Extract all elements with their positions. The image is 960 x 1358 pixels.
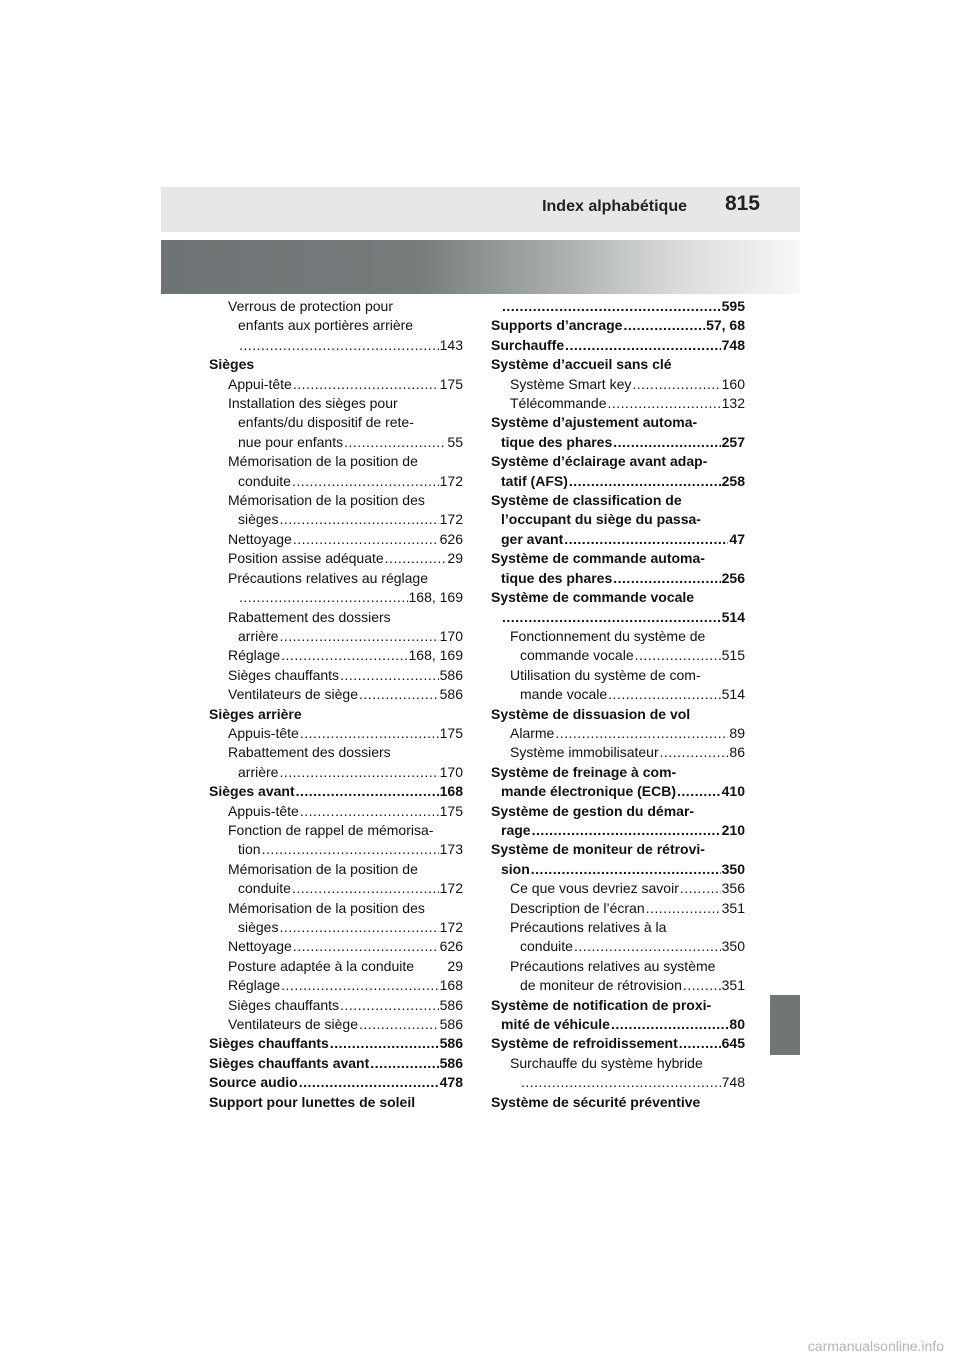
entry-text: Réglage [228,647,281,664]
dot-leader [279,763,438,782]
index-subentry [491,627,745,666]
index-subentry [491,394,745,413]
page-reference: 170 [439,627,463,644]
entry-text: tique des phares [501,433,613,450]
dot-leader [330,1034,439,1053]
dot-leader [677,782,721,801]
index-entry [491,1034,745,1053]
page-reference: 478 [439,1074,463,1091]
chapter-tab [770,995,800,1055]
entry-text: enfants aux portières arrière [238,317,414,334]
dot-leader [262,840,439,859]
index-entry [491,316,745,335]
entry-text: Système de classification de [491,492,682,509]
entry-text: arrière [238,763,279,780]
index-subentry [209,724,463,743]
dot-leader [292,879,439,898]
index-entry [491,705,745,724]
page-reference: 173 [439,841,463,858]
entry-text: Nettoyage [228,938,292,955]
page-reference: 168 [439,783,463,800]
entry-text: Fonction de rappel de mémorisa- [228,821,434,838]
entry-text: Alarme [510,724,555,741]
entry-text: Ventilateurs de siège [228,1016,358,1033]
page-header [161,187,800,232]
entry-text: conduite [238,880,291,897]
entry-text: tatif (AFS) [501,472,568,489]
entry-text: Rabattement des dossiers [228,608,391,625]
entry-text: Mémorisation de la position des [228,899,425,916]
index-subentry [209,549,463,568]
index-subentry [209,899,463,938]
dot-leader [281,976,438,995]
dot-leader [608,685,720,704]
index-subentry [491,899,745,918]
entry-text: Système d’éclairage avant adap- [491,453,708,470]
page-reference: 172 [439,919,463,935]
index-entry [209,1034,463,1053]
index-subentry [209,821,463,860]
page-reference: 160 [721,375,745,392]
entry-text: Supports d’ancrage [491,317,623,334]
index-subentry [209,394,463,452]
dot-leader [300,802,439,821]
page-reference: 256 [721,569,745,586]
entry-text: commande vocale [520,647,634,664]
page-reference: 168, 169 [408,589,463,606]
entry-text: Système de sécurité préventive [491,1093,701,1110]
entry-text: Ce que vous devriez savoir [510,880,679,897]
index-subentry [491,666,745,705]
index-subentry [491,957,745,996]
dot-leader [344,433,446,452]
index-subentry [209,452,463,491]
page-reference: 586 [439,1035,463,1052]
index-entry [491,763,745,802]
dot-leader [574,937,721,956]
page-reference: 586 [439,996,463,1013]
index-subentry [209,802,463,821]
dot-leader [279,918,438,937]
index-subentry [209,491,463,530]
index-subentry [209,685,463,704]
page-reference: 86 [729,744,745,761]
index-entry [491,452,745,491]
dot-leader [340,996,439,1015]
index-subentry [491,918,745,957]
dot-leader [632,375,720,394]
page-reference: 626 [439,938,463,955]
entry-text: Mémorisation de la position de [228,860,418,877]
page-reference: 350 [721,938,745,955]
index-entry [209,782,463,801]
dot-leader [370,1054,438,1073]
index-subentry [209,1015,463,1034]
entry-text: nue pour enfants [238,433,344,450]
dot-leader [359,1015,439,1034]
index-entry [209,1073,463,1092]
index-subentry [209,608,463,647]
page-reference: 47 [729,530,745,547]
index-entry [491,297,745,316]
entry-text: Système de freinage à com- [491,763,677,780]
index-entry [491,491,745,549]
entry-text: Surchauffe du système hybride [510,1054,703,1071]
index-subentry [491,375,745,394]
page-reference: 626 [439,530,463,547]
page-reference: 645 [721,1035,745,1052]
page-number: 815 [724,192,760,215]
entry-text: Précautions relatives au réglage [228,569,429,586]
page-reference: 595 [721,298,745,314]
index-subentry [209,666,463,685]
page-reference: 168, 169 [408,647,463,664]
page-reference: 586 [439,1054,463,1071]
entry-text: Sièges avant [209,783,295,800]
entry-text: Précautions relatives à la [510,919,667,935]
dot-leader [340,666,439,685]
entry-text: Support pour lunettes de soleil [209,1093,416,1110]
dot-leader [679,1034,721,1053]
dot-leader [502,297,721,316]
index-subentry [209,976,463,995]
dot-leader [293,375,439,394]
dot-leader [531,860,721,879]
entry-text: sion [501,860,530,877]
dot-leader [608,394,721,413]
page-reference: 514 [721,608,745,625]
page-reference: 586 [439,666,463,683]
page-reference: 170 [439,763,463,780]
index-entry [209,1093,463,1112]
page-reference: 515 [721,647,745,664]
dot-leader [611,1015,728,1034]
entry-text: Position assise adéquate [228,550,384,567]
page-reference: 175 [439,724,463,741]
dot-leader [635,646,721,665]
index-subentry [209,530,463,549]
page-reference: 258 [721,472,745,489]
page-reference: 356 [721,880,745,897]
entry-text: Sièges chauffants [228,996,340,1013]
entry-text: Système de gestion du démar- [491,802,695,819]
entry-text: Appui-tête [228,375,292,392]
dot-leader [279,510,438,529]
dot-leader [565,336,721,355]
entry-text: Posture adaptée à la conduite [228,957,415,974]
index-subentry [491,743,745,762]
dot-leader [569,472,721,491]
index-subentry [491,1054,745,1093]
index-subentry [209,297,463,355]
dot-leader [660,743,729,762]
dot-leader [293,530,439,549]
index-entry [491,549,745,588]
entry-text: Source audio [209,1074,298,1091]
index-entry [209,705,463,724]
index-subentry [491,724,745,743]
entry-text: tion [238,841,261,858]
dot-leader [300,724,439,743]
entry-text: Ventilateurs de siège [228,686,358,703]
entry-text: Système Smart key [510,375,632,392]
entry-text: conduite [520,938,573,955]
page-reference: 168 [439,977,463,994]
index-column-right [491,297,745,1112]
entry-text: Description de l’écran [510,899,645,916]
dot-leader [239,336,439,355]
entry-text: enfants/du dispositif de rete- [238,414,414,431]
entry-text: arrière [238,627,279,644]
page-reference: 29 [447,957,463,974]
page-reference: 143 [439,336,463,353]
index-entry [491,336,745,355]
entry-text: Verrous de protection pour [228,298,393,314]
entry-text: Sièges arrière [209,705,302,722]
entry-text: conduite [238,472,291,489]
entry-text: l’occupant du siège du passa- [501,511,701,528]
index-column-left [209,297,463,1112]
entry-text: Système d’accueil sans clé [491,356,672,373]
entry-text: Système d’ajustement automa- [491,414,698,431]
entry-text: Surchauffe [491,336,565,353]
page-reference: 175 [439,802,463,819]
page-reference: 748 [721,1074,745,1091]
entry-text: Système de commande vocale [491,589,695,606]
page-reference: 210 [721,821,745,838]
entry-text: Système de moniteur de rétrovi- [491,841,705,858]
entry-text: Sièges chauffants [228,666,340,683]
page-reference: 514 [721,686,745,703]
watermark: carmanualsonline.info [807,1338,944,1354]
dot-leader [680,879,721,898]
index-subentry [491,879,745,898]
entry-text: tique des phares [501,569,613,586]
index-entry [491,413,745,452]
page-reference: 350 [721,860,745,877]
page-reference: 586 [439,1016,463,1033]
page-reference: 89 [729,724,745,741]
entry-text: Télécommande [510,395,607,412]
dot-leader [613,569,720,588]
index-subentry [209,743,463,782]
page-reference: 586 [439,686,463,703]
entry-text: mande vocale [520,686,608,703]
dot-leader [646,899,721,918]
page-reference: 55 [447,433,463,450]
index-entry [491,996,745,1035]
page-reference: 351 [721,977,745,994]
index-entry [491,802,745,841]
entry-text: Mémorisation de la position de [228,453,418,470]
header-band [161,240,800,294]
entry-text: Utilisation du système de com- [510,666,701,683]
dot-leader [293,937,439,956]
page-reference: 748 [721,336,745,353]
entry-text: Système de notification de proxi- [491,996,712,1013]
dot-leader [296,782,439,801]
index-entry [491,588,745,627]
index-subentry [209,375,463,394]
index-subentry [209,937,463,956]
page-reference: 351 [721,899,745,916]
dot-leader [281,646,407,665]
index-entry [491,840,745,879]
entry-text: ger avant [501,530,564,547]
index-entry [209,355,463,374]
entry-text: Système de commande automa- [491,550,705,567]
page-reference: 410 [721,783,745,800]
index-subentry [209,860,463,899]
page-reference: 175 [439,375,463,392]
page-reference: 172 [439,880,463,897]
index-entry [491,1093,745,1112]
page-reference: 29 [447,550,463,567]
dot-leader [521,1073,721,1092]
dot-leader [292,472,439,491]
entry-text: rage [501,821,531,838]
dot-leader [359,685,439,704]
entry-text: de moniteur de rétrovision [520,977,682,994]
entry-text: Réglage [228,977,281,994]
page-reference: 57, 68 [706,317,745,334]
index-subentry [209,996,463,1015]
index-subentry [209,957,463,976]
dot-leader [502,608,721,627]
entry-text: Système immobilisateur [510,744,659,761]
entry-text: Fonctionnement du système de [510,627,706,644]
dot-leader [683,976,721,995]
dot-leader [385,549,447,568]
entry-text: Sièges [209,356,255,373]
entry-text: Installation des sièges pour [228,395,398,412]
index-entry [491,355,745,374]
dot-leader [239,588,408,607]
dot-leader [279,627,438,646]
entry-text: sièges [238,511,279,528]
index-subentry [209,646,463,665]
dot-leader [623,316,705,335]
entry-text: Système de dissuasion de vol [491,705,691,722]
entry-text: sièges [238,919,279,935]
dot-leader [555,724,728,743]
entry-text: Nettoyage [228,530,292,547]
dot-leader [532,821,721,840]
entry-text: Système de refroidissement [491,1035,678,1052]
page-reference: 172 [439,511,463,528]
entry-text: Appuis-tête [228,802,299,819]
entry-text: Sièges chauffants avant [209,1054,370,1071]
index-entry [209,1054,463,1073]
entry-text: Précautions relatives au système [510,957,716,974]
entry-text: mité de véhicule [501,1016,610,1033]
entry-text: Rabattement des dossiers [228,744,391,761]
section-title: Index alphabétique [542,198,687,215]
dot-leader [613,433,720,452]
page-reference: 132 [721,395,745,412]
entry-text: Sièges chauffants [209,1035,329,1052]
page-reference: 80 [729,1016,745,1033]
index-subentry [209,569,463,608]
entry-text: Mémorisation de la position des [228,492,425,509]
dot-leader [564,530,728,549]
page-reference: 257 [721,433,745,450]
dot-leader [299,1073,439,1092]
entry-text: mande électronique (ECB) [501,783,677,800]
entry-text: Appuis-tête [228,724,299,741]
page-reference: 172 [439,472,463,489]
